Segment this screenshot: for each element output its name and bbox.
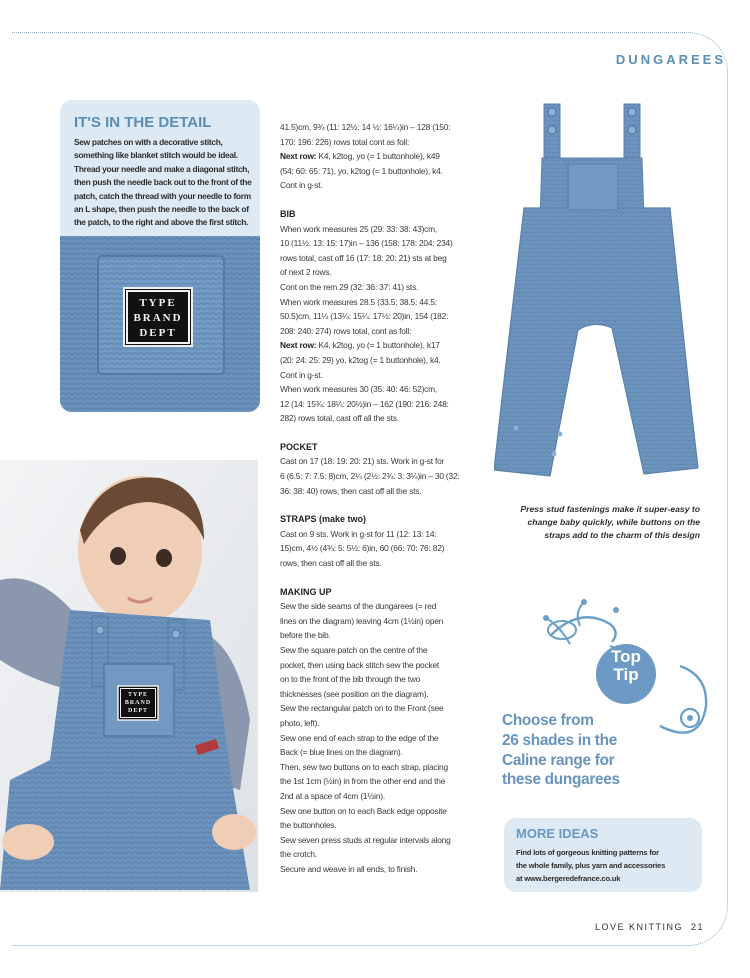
bib-heading: BIB [280,208,296,219]
pattern-line: 10 (11½: 13: 15: 17)in – 136 (158: 178: 204: 234) [280,238,453,249]
tip-line: 26 shades in the [502,731,617,749]
pattern-line: (54: 60: 65: 71), yo, k2tog (= 1 buttonhole), k4. [280,165,443,176]
pattern-line: Sew one end of each strap to the edge of the [280,732,439,743]
page-number: 21 [690,922,704,932]
straps-heading: STRAPS (make two) [280,514,367,525]
patch-line: BRAND [124,700,152,706]
detail-line: the patch, to the right and above the first stitch. [74,217,249,228]
baby-brand-patch [120,688,156,718]
pattern-line: Cast on 17 (18: 19: 20: 21) sts. Work in g-st for [280,456,445,467]
baby-illustration [0,460,258,892]
caption-line: straps add to the charm of this design [544,529,700,540]
pattern-line: Back (= blue lines on the diagram). [280,747,403,758]
pattern-text: K4, k2tog, yo (= 1 buttonhole), k17 [316,340,440,351]
pattern-line: before the bib. [280,630,331,641]
pattern-line: rows total, cast off 16 (17: 18: 20: 21) sts at beg [280,252,447,263]
patch-line: TYPE [127,692,148,698]
detail-text [74,136,252,230]
pattern-line: pocket, then using back stitch sew the pocket [280,659,440,670]
pattern-line: Cont in g-st. [280,180,323,191]
tip-line: Caline range for [502,751,615,769]
detail-line: an L shape, then push the needle to the back of [74,204,249,215]
photo-caption [500,503,700,541]
pattern-line: the crotch. [280,849,317,860]
caption-line: Press stud fastenings make it super-easy to [520,504,700,514]
patch-closeup-photo [60,236,260,412]
pattern-column [280,120,480,877]
more-line: the whole family, plus yarn and accessories [516,861,666,870]
page-footer [595,922,704,932]
pattern-line: of next 2 rows. [280,267,332,278]
pattern-line: lines on the diagram) leaving 4cm (1½in) open [280,615,444,626]
patch-line: BRAND [133,312,183,324]
pattern-line: 170: 196: 226) rows total cont as foll: [280,136,410,147]
detail-title: IT'S IN THE DETAIL [74,114,212,131]
detail-line: Sew patches on with a decorative stitch, [74,137,223,147]
pattern-line: Then, sew two buttons on to each strap, placing [280,761,448,772]
pattern-line: 2nd at a space of 4cm (1½in). [280,790,385,801]
top-tip-badge [596,648,656,684]
pattern-line [280,149,480,164]
pattern-line: 15)cm, 4½ (4¾: 5: 5½: 6)in, 60 (66: 70: 76: 82) [280,543,445,554]
more-line: Find lots of gorgeous knitting patterns for [516,848,659,857]
pattern-line: 282) rows total, cast off all the sts. [280,413,399,424]
pattern-line: 50.5)cm, 11¼ (13¼: 15¼: 17½: 20)in, 154 (182: [280,311,449,322]
dungarees-photo [494,98,700,498]
magazine-name: LOVE KNITTING [594,922,683,932]
pattern-line: (20: 24: 25: 29) yo, k2tog (= 1 buttonhole), k4. [280,354,441,365]
pattern-line [280,338,480,353]
tip-line: Choose from [502,712,594,729]
pattern-line: When work measures 28.5 (33.5: 38.5: 44.5: [280,296,437,307]
pattern-line: Sew the rectangular patch on to the Front (see [280,703,444,714]
top-tip-text [502,711,672,790]
pattern-line: 208: 240: 274) rows total, cont as foll: [280,325,412,336]
detail-line: patch, catch the thread with your needle to form [74,190,251,201]
pattern-line: rows, then cast off all the sts. [280,558,382,569]
pattern-line: 12 (14: 15¾: 18¼: 20½)in – 162 (190: 216: 248: [280,398,449,409]
pattern-line: Secure and weave in all ends, to finish. [280,863,418,874]
detail-line: Thread your needle and make a diagonal stitch, [74,163,250,174]
pattern-line: Cont in g-st. [280,369,323,380]
baby-photo [0,460,258,892]
badge-line: Top [611,647,641,666]
pattern-line: on to the front of the bib through the two [280,674,421,685]
pattern-line: 41.5)cm, 9¾ (11: 12½: 14 ½: 16¼)in – 128 (150: [280,122,451,132]
more-ideas-text [516,846,696,885]
caption-line: change baby quickly, while buttons on the [527,516,700,527]
pattern-line: Cast on 9 sts. Work in g-st for 11 (12: 13: 14: [280,528,437,539]
pattern-line: Sew the side seams of the dungarees (= red [280,601,437,612]
brand-patch [126,290,190,344]
pattern-text: K4, k2tog, yo (= 1 buttonhole), k49 [316,151,440,162]
pattern-line: the buttonholes. [280,820,337,831]
patch-line: DEPT [139,327,177,339]
section-title: DUNGAREES [615,52,726,67]
pattern-line: Sew one button on to each Back edge opposite [280,805,447,816]
pattern-line: photo, left). [280,717,320,728]
pattern-line: thicknesses (see position on the diagram). [280,688,429,699]
pattern-line: When work measures 30 (35: 40: 46: 52)cm, [280,384,438,395]
pocket-heading: POCKET [280,441,318,452]
next-row-label: Next row: [280,151,317,162]
pattern-line: 6 (6.5: 7: 7.5: 8)cm, 2¼ (2½: 2¾: 3: 3¼)in – 30 (32: [280,471,460,482]
pattern-line: When work measures 25 (29: 33: 38: 43)cm, [280,223,438,234]
pattern-line: 36: 38: 40) rows, then cast off all the sts. [280,485,422,496]
tip-line: these dungarees [502,771,620,789]
detail-panel [60,100,260,412]
patch-line: TYPE [139,297,177,309]
next-row-label: Next row: [280,340,317,351]
detail-line: something like blanket stitch would be ideal. [74,150,238,161]
more-ideas-link[interactable]: at www.bergeredefrance.co.uk [516,874,621,883]
making-up-heading: MAKING UP [280,586,332,597]
detail-line: then push the needle back out to the front of the [74,177,252,188]
more-ideas-title: MORE IDEAS [516,826,599,841]
patch-line: DEPT [127,708,148,714]
more-ideas-panel [504,818,702,892]
pattern-line: Cont on the rem 29 (32: 36: 37: 41) sts. [280,281,419,292]
pattern-line: Sew the square patch on the centre of the [280,645,428,655]
pattern-line: Sew seven press studs at regular intervals along [280,834,451,845]
badge-line: Tip [613,665,639,684]
pattern-line: the 1st 1cm (½in) in from the other end and the [280,776,446,787]
